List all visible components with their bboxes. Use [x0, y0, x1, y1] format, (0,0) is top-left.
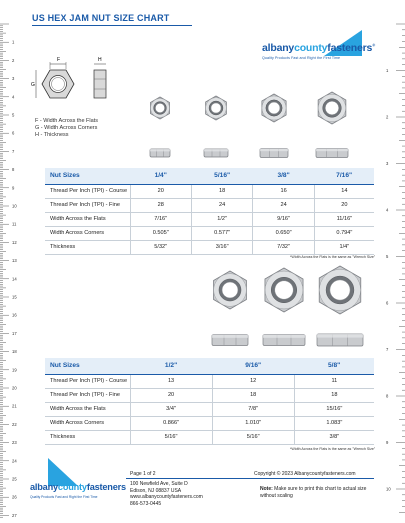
ruler-tick-label: 21 — [12, 403, 17, 409]
ruler-tick-label: 2 — [12, 57, 15, 63]
nut-side-5-16 — [204, 149, 228, 157]
table-cell: 16 — [253, 184, 314, 198]
ruler-tick-label: 8 — [386, 393, 389, 399]
ruler-tick-label: 6 — [386, 300, 389, 306]
address-line: 100 Newfield Ave, Suite D — [130, 481, 188, 487]
nut-side-3-8 — [260, 149, 288, 158]
ruler-tick-label: 6 — [12, 130, 15, 136]
ruler-tick-label: 24 — [12, 458, 17, 464]
ruler-tick-label: 2 — [386, 114, 389, 120]
header-size: 1/2" — [130, 358, 212, 374]
ruler-tick-label: 10 — [386, 486, 391, 492]
phone-number[interactable]: 866-573-0445 — [130, 500, 162, 507]
table-row — [45, 416, 374, 430]
header-size: 3/8" — [253, 168, 314, 184]
ruler-tick-label: 9 — [386, 440, 389, 445]
header-size: 7/16" — [314, 168, 374, 184]
header-nut-sizes: Nut Sizes — [45, 168, 130, 184]
ruler-tick-label: 16 — [12, 312, 17, 318]
ruler-tick-label: 1 — [12, 39, 15, 45]
table-cell: 7/8" — [212, 402, 294, 416]
nut-size-table-1 — [45, 168, 374, 255]
ruler-tick-label: 8 — [12, 167, 15, 173]
table-cell: 0.505" — [130, 226, 191, 240]
brand-logo — [262, 40, 375, 70]
nut-side-1-2 — [212, 335, 248, 346]
table-row — [45, 430, 374, 444]
table-cell: 20 — [130, 184, 191, 198]
header-size: 9/16" — [212, 358, 294, 374]
nut-illustration-9-16 — [265, 268, 303, 312]
ruler-tick-label: 19 — [12, 367, 17, 373]
table-cell: 1/2" — [191, 212, 252, 226]
ruler-tick-label: 15 — [12, 294, 17, 300]
ruler-tick-label: 22 — [12, 421, 17, 427]
nut-illustrations-small — [132, 88, 382, 166]
table-cell: 18 — [212, 388, 294, 402]
table-row — [45, 374, 374, 388]
nut-side-5-8 — [317, 334, 363, 346]
footer-brand-logo — [30, 478, 125, 506]
ruler-tick-label: 26 — [12, 494, 17, 500]
table-cell: 1.083" — [294, 416, 374, 430]
nut-illustration-3-8 — [262, 94, 286, 122]
table-row — [45, 226, 374, 240]
title-divider — [32, 25, 192, 26]
nut-illustration-5-8 — [319, 266, 361, 314]
table-cell: 0.794" — [314, 226, 374, 240]
ruler-tick-label: 5 — [386, 254, 389, 259]
header-size: 1/4" — [130, 168, 191, 184]
brand-tagline: Quality Products Fast and Right the First Time — [262, 56, 341, 60]
nut-illustration-1-4 — [150, 97, 169, 119]
ruler-left-cm — [0, 0, 22, 523]
table-cell: 1/4" — [314, 240, 374, 254]
table-cell: 13 — [130, 374, 212, 388]
nut-illustration-7-16 — [318, 92, 346, 124]
header-size: 5/8" — [294, 358, 374, 374]
table-cell: 0.866" — [130, 416, 212, 430]
row-label: Width Across Corners — [45, 416, 130, 430]
footer-address — [130, 481, 203, 507]
diagram-legend — [35, 118, 98, 139]
table-row — [45, 402, 374, 416]
table-cell: 7/16" — [130, 212, 191, 226]
row-label: Thread Per Inch (TPI) - Fine — [45, 198, 130, 212]
table-cell: 3/8" — [294, 430, 374, 444]
nut-illustration-1-2 — [214, 271, 247, 309]
ruler-tick-label: 11 — [12, 221, 17, 227]
wrench-size-note-1: *Width Across the Flats is the same as "Wrench Size" — [290, 255, 376, 259]
page-number: Page 1 of 2 — [130, 471, 156, 477]
table-header-row — [45, 358, 374, 374]
nut-size-table-2 — [45, 358, 374, 445]
ruler-tick-label: 25 — [12, 476, 17, 482]
table-cell: 20 — [314, 198, 374, 212]
nut-side-7-16 — [316, 149, 348, 158]
ruler-tick-label: 7 — [12, 148, 15, 154]
table-cell: 11 — [294, 374, 374, 388]
legend-line-h: H - Thickness — [35, 132, 69, 138]
header-size: 5/16" — [191, 168, 252, 184]
table-cell: 0.577" — [191, 226, 252, 240]
wrench-size-note-2: *Width Across the Flats is the same as "Wrench Size" — [290, 447, 376, 451]
table-cell: 24 — [191, 198, 252, 212]
table-cell: 5/16" — [212, 430, 294, 444]
footer-wordmark: albanycountyfasteners — [30, 482, 126, 492]
table-header-row — [45, 168, 374, 184]
row-label: Thread Per Inch (TPI) - Fine — [45, 388, 130, 402]
table-cell: 7/32" — [253, 240, 314, 254]
label-g: G — [31, 82, 35, 88]
row-label: Width Across the Flats — [45, 402, 130, 416]
ruler-tick-label: 20 — [12, 385, 17, 391]
table-cell: 11/16" — [314, 212, 374, 226]
nut-side-9-16 — [263, 335, 305, 346]
table-cell: 3/4" — [130, 402, 212, 416]
ruler-tick-label: 10 — [12, 203, 17, 209]
ruler-tick-label: 12 — [12, 239, 17, 245]
table-cell: 5/16" — [130, 430, 212, 444]
print-note — [260, 486, 366, 499]
table-cell: 20 — [130, 388, 212, 402]
table-row — [45, 198, 374, 212]
table-row — [45, 184, 374, 198]
ruler-tick-label: 4 — [386, 207, 389, 213]
page-title: US HEX JAM NUT SIZE CHART — [32, 13, 170, 23]
address-line: Edison, NJ 08837 USA — [130, 487, 182, 494]
table-row — [45, 388, 374, 402]
row-label: Width Across Corners — [45, 226, 130, 240]
row-label: Thread Per Inch (TPI) - Course — [45, 374, 130, 388]
row-label: Thickness — [45, 430, 130, 444]
table-cell: 9/16" — [253, 212, 314, 226]
table-cell: 15/16" — [294, 402, 374, 416]
table-cell: 18 — [294, 388, 374, 402]
ruler-tick-label: 27 — [12, 512, 17, 518]
ruler-tick-label: 3 — [12, 76, 15, 82]
table-cell: 24 — [253, 198, 314, 212]
ruler-tick-label: 23 — [12, 440, 17, 446]
note-label: Note: — [260, 486, 273, 492]
legend-line-f: F - Width Across the Flats — [35, 118, 98, 124]
table-cell: 18 — [191, 184, 252, 198]
copyright-text: Copyright © 2023 Albanycountyfasteners.com — [254, 471, 356, 477]
table-cell: 1.010" — [212, 416, 294, 430]
nut-dimension-diagram — [28, 54, 123, 116]
table-row — [45, 212, 374, 226]
table-cell: 14 — [314, 184, 374, 198]
nut-side-1-4 — [150, 149, 170, 157]
ruler-tick-label: 1 — [386, 68, 389, 73]
website-link[interactable]: www.albanycountyfasteners.com — [130, 494, 203, 501]
footer-tagline: Quality Products Fast and Right the First Time — [30, 495, 98, 499]
ruler-tick-label: 3 — [386, 161, 389, 166]
brand-wordmark: albanycountyfasteners® — [262, 42, 375, 54]
table-cell: 12 — [212, 374, 294, 388]
ruler-tick-label: 9 — [12, 185, 15, 191]
table-row — [45, 240, 374, 254]
ruler-right-inch — [383, 0, 405, 523]
ruler-tick-label: 7 — [386, 347, 389, 352]
footer-divider — [126, 478, 374, 479]
legend-line-g: G - Width Across Corners — [35, 125, 98, 131]
ruler-tick-label: 14 — [12, 276, 17, 282]
table-cell: 0.650" — [253, 226, 314, 240]
row-label: Thickness — [45, 240, 130, 254]
table-cell: 5/32" — [130, 240, 191, 254]
note-text: Make sure to print this chart to actual size — [274, 486, 367, 492]
label-h: H — [98, 57, 102, 63]
nut-illustrations-large — [200, 264, 375, 354]
row-label: Thread Per Inch (TPI) - Course — [45, 184, 130, 198]
ruler-tick-label: 18 — [12, 349, 17, 355]
ruler-tick-label: 13 — [12, 258, 17, 264]
ruler-tick-label: 17 — [12, 330, 17, 336]
ruler-tick-label: 4 — [12, 94, 15, 100]
note-text-2: without scaling — [260, 492, 293, 499]
header-nut-sizes: Nut Sizes — [45, 358, 130, 374]
nut-illustration-5-16 — [206, 96, 227, 120]
row-label: Width Across the Flats — [45, 212, 130, 226]
label-f: F — [57, 57, 61, 63]
ruler-tick-label: 5 — [12, 112, 15, 118]
table-cell: 3/16" — [191, 240, 252, 254]
table-cell: 28 — [130, 198, 191, 212]
